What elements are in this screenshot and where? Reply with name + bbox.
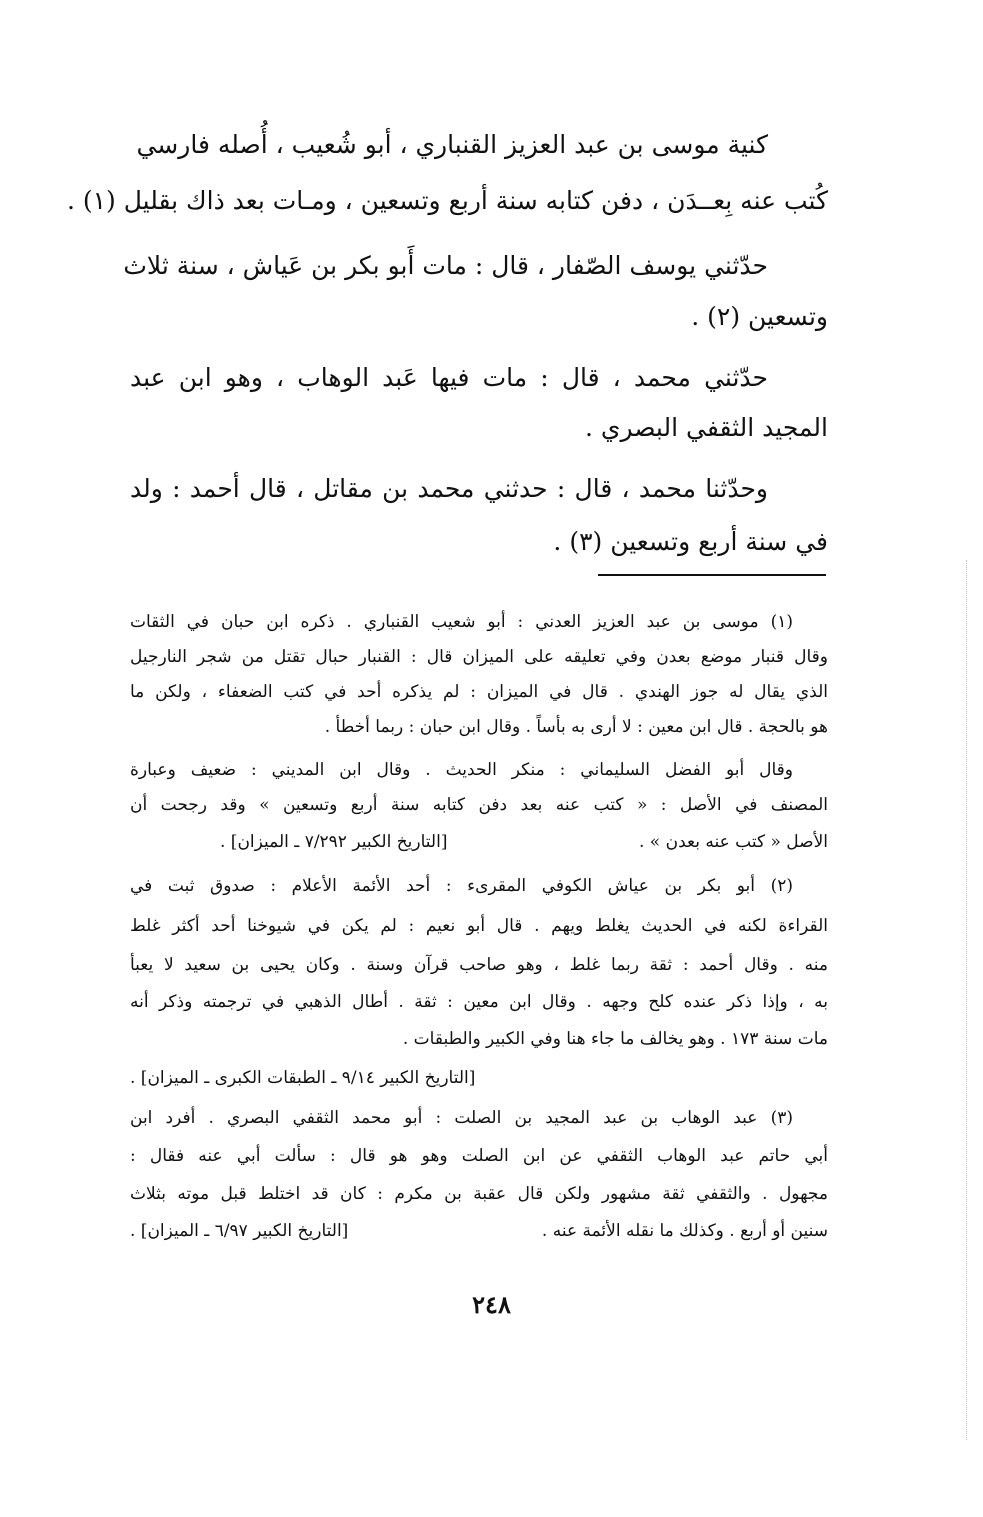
footnote-line: الذي يقال له جوز الهندي . قال في الميزان : لم يذكره أحد في كتب الضعفاء ، ولكن ما: [130, 682, 828, 702]
main-line: في سنة أربع وتسعين (٣) .: [553, 527, 828, 556]
main-line: كنية موسى بن عبد العزيز القنباري ، أبو شُعيب ، أُصله فارسي: [136, 130, 768, 159]
main-line: المجيد الثقفي البصري .: [585, 413, 828, 442]
footnote-line: [130, 1219, 828, 1243]
footnote-line: مجهول . والثقفي ثقة مشهور ولكن قال عقبة بن مكرم : كان قد اختلط قبل موته بثلاث: [130, 1184, 828, 1204]
main-line: حدّثني يوسف الصّفار ، قال : مات أَبو بكر بن عَياش ، سنة ثلاث: [123, 251, 768, 280]
footnote-separator: [598, 574, 826, 576]
main-line: وحدّثنا محمد ، قال : حدثني محمد بن مقاتل ، قال أحمد : ولد: [130, 474, 768, 503]
footnote-line: منه . وقال أحمد : ثقة ربما غلط ، وهو صاحب قرآن وسنة . وكان يحيى بن سعيد لا يعبأ: [130, 955, 828, 975]
footnote-line: (١) موسى بن عبد العزيز العدني : أبو شعيب القنباري . ذكره ابن حبان في الثقات: [130, 612, 793, 632]
footnote-line: هو بالحجة . قال ابن معين : لا أرى به بأساً . وقال ابن حبان : ربما أخطأ .: [324, 717, 828, 737]
footnote-line: المصنف في الأصل : « كتب عنه بعد دفن كتابه سنة أربع وتسعين » وقد رجحت أن: [130, 795, 828, 815]
footnote-source: [التاريخ الكبير ٦/٩٧ ـ الميزان] .: [130, 1221, 349, 1241]
main-line: حدّثني محمد ، قال : مات فيها عَبد الوهاب ، وهو ابن عبد: [130, 363, 768, 392]
footnote-source: [التاريخ الكبير ٩/١٤ ـ الطبقات الكبرى ـ الميزان] .: [130, 1068, 476, 1088]
footnote-line: وقال أبو الفضل السليماني : منكر الحديث . وقال ابن المديني : ضعيف وعبارة: [130, 760, 793, 780]
footnote-line: وقال قنبار موضع بعدن وفي تعليقه على الميزان قال : القنبار حبال تقتل من شجر النارجيل: [130, 647, 828, 667]
footnote-line: القراءة لكنه في الحديث يغلط ويهم . قال أبو نعيم : لم يكن في شيوخنا أحد أكثر غلط: [130, 916, 828, 936]
main-line: وتسعين (٢) .: [691, 302, 828, 331]
page-number: ٢٤٨: [472, 1290, 511, 1319]
footnote-text: الأصل « كتب عنه بعدن » .: [638, 832, 828, 852]
footnote-line: مات سنة ١٧٣ . وهو يخالف ما جاء هنا وفي الكبير والطبقات .: [402, 1029, 828, 1049]
footnote-line: (٣) عبد الوهاب بن عبد المجيد بن الصلت : أبو محمد الثقفي البصري . أفرد ابن: [130, 1108, 793, 1128]
footnote-line: (٢) أبو بكر بن عياش الكوفي المقرىء : أحد الأئمة الأعلام : صدوق ثبت في: [130, 876, 793, 896]
footnote-line: به ، وإذا ذكر عنده كلح وجهه . وقال ابن معين : ثقة . أطال الذهبي في ترجمته وذكر أنه: [130, 992, 828, 1012]
footnote-line: أبي حاتم عبد الوهاب الثقفي عن ابن الصلت وهو هو قال : سألت أبي عنه فقال :: [130, 1146, 828, 1166]
main-line: كُتب عنه بِعــدَن ، دفن كتابه سنة أربع وتسعين ، ومـات بعد ذاك بقليل (١) .: [66, 186, 828, 215]
footnote-line: [130, 830, 828, 854]
footnote-text: سنين أو أربع . وكذلك ما نقله الأئمة عنه .: [541, 1221, 828, 1241]
footnote-source: [التاريخ الكبير ٧/٢٩٢ ـ الميزان] .: [220, 832, 448, 852]
